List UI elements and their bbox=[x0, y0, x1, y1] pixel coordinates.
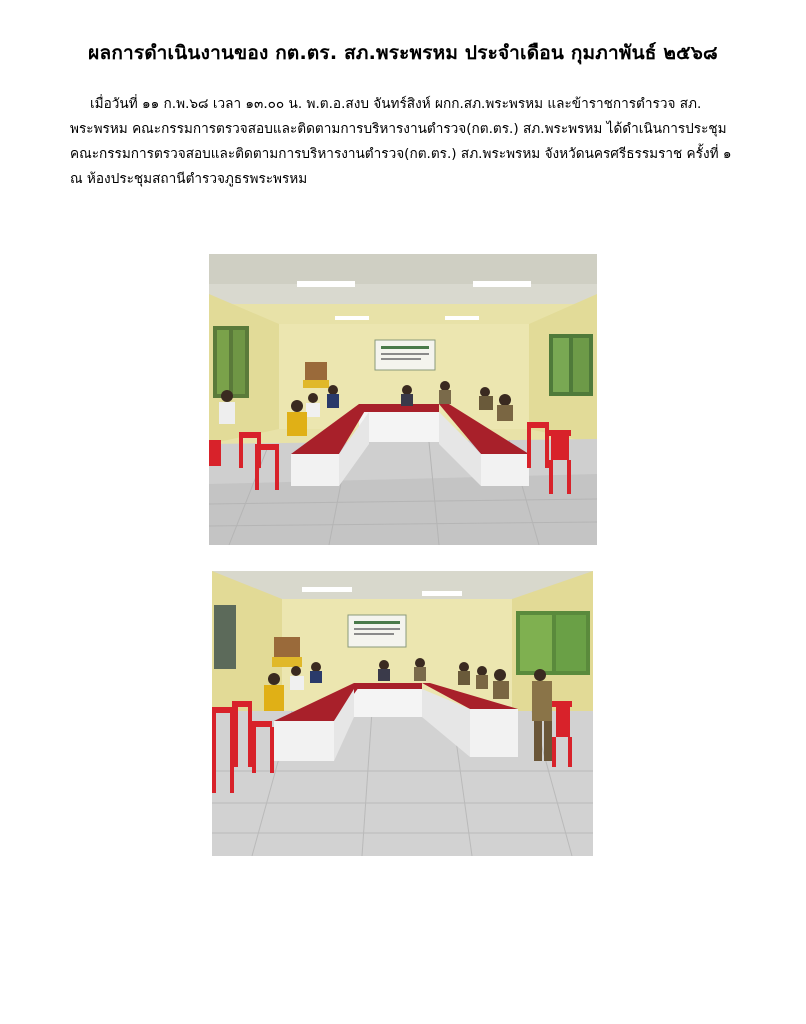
paragraph-line-4: ณ ห้องประชุมสถานีตำรวจภูธรพระพรหม bbox=[70, 171, 308, 187]
meeting-photo-2-image bbox=[212, 571, 593, 856]
meeting-photo-2 bbox=[212, 571, 593, 856]
paragraph-line-2: พระพรหม คณะกรรมการตรวจสอบและติดตามการบริหารงานตำรวจ(กต.ตร.) สภ.พระพรหม ได้ดำเนินการประชุม bbox=[70, 121, 727, 137]
meeting-photo-1-image bbox=[209, 254, 597, 545]
document-title: ผลการดำเนินงานของ กต.ตร. สภ.พระพรหม ประจำเดือน กุมภาพันธ์ ๒๕๖๘ bbox=[88, 42, 718, 64]
paragraph-line-3: คณะกรรมการตรวจสอบและติดตามการบริหารงานตำรวจ(กต.ตร.) สภ.พระพรหม จังหวัดนครศรีธรรมราช ครั้งที่ ๑ bbox=[70, 146, 732, 162]
report-paragraph bbox=[70, 92, 770, 192]
meeting-photo-1 bbox=[209, 254, 597, 545]
paragraph-line-1: เมื่อวันที่ ๑๑ ก.พ.๖๘ เวลา ๑๓.๐๐ น. พ.ต.อ.สงบ จันทร์สิงห์ ผกก.สภ.พระพรหม และข้าราชการตำรวจ สภ. bbox=[90, 96, 702, 112]
